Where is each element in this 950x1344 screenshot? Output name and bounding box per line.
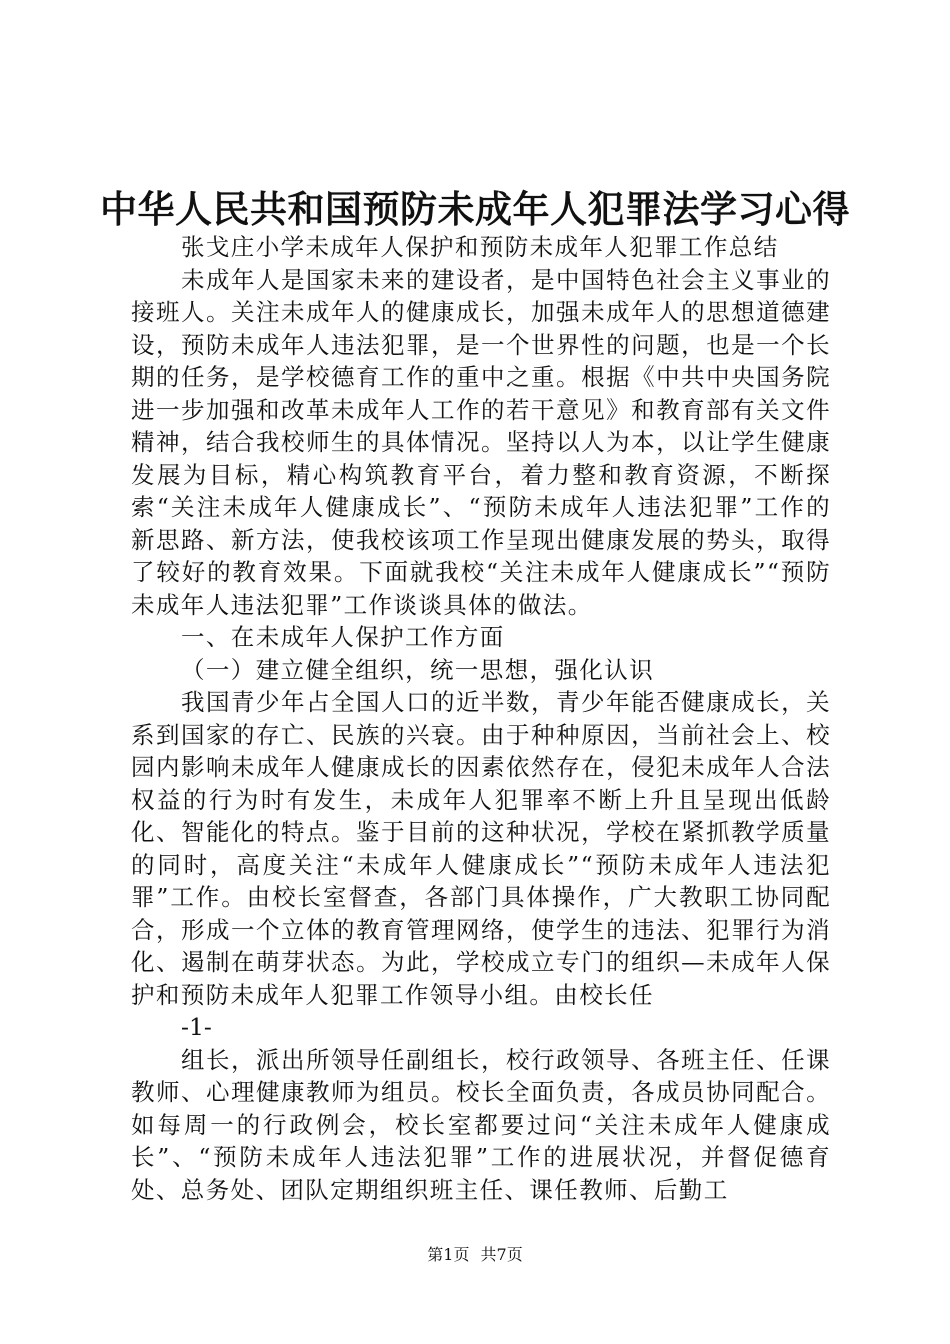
page-number-label: 第1页	[427, 1245, 470, 1264]
body-paragraph: 未成年人是国家未来的建设者，是中国特色社会主义事业的接班人。关注未成年人的健康成长，加强未成年人的思想道德建设，预防未成年人违法犯罪，是一个世界性的问题，也是一个长期的任务，是学校德育工作的重中之重。根据《中共中央国务院进一步加强和改革未成年人工作的若干意见》和教育部有关文件精神，结合我校师生的具体情况。坚持以人为本，以让学生健康发展为目标，精心构筑教育平台，着力整和教育资源，不断探索“关注未成年人健康成长”、“预防未成年人违法犯罪”工作的新思路、新方法，使我校该项工作呈现出健康发展的势头，取得了较好的教育效果。下面就我校“关注未成年人健康成长”“预防未成年人违法犯罪”工作谈谈具体的做法。	[131, 265, 831, 619]
body-paragraph: 组长，派出所领导任副组长，校行政领导、各班主任、任课教师、心理健康教师为组员。校长全面负责，各成员协同配合。如每周一的行政例会，校长室都要过问“关注未成年人健康成长”、“预防未成年人违法犯罪”工作的进展状况，并督促德育处、总务处、团队定期组织班主任、课任教师、后勤工	[131, 1045, 831, 1204]
document-body	[131, 231, 831, 1206]
inline-page-number: -1-	[181, 1013, 212, 1041]
page-footer	[0, 1245, 950, 1265]
body-paragraph: 我国青少年占全国人口的近半数，青少年能否健康成长，关系到国家的存亡、民族的兴衰。由于种种原因，当前社会上、校园内影响未成年人健康成长的因素依然存在，侵犯未成年人合法权益的行为时有发生，未成年人犯罪率不断上升且呈现出低龄化、智能化的特点。鉴于目前的这种状况，学校在紧抓教学质量的同时，高度关注“未成年人健康成长”“预防未成年人违法犯罪”工作。由校长室督查，各部门具体操作，广大教职工协同配合，形成一个立体的教育管理网络，使学生的违法、犯罪行为消化、遏制在萌芽状态。为此，学校成立专门的组织—未成年人保护和预防未成年人犯罪工作领导小组。由校长任	[131, 688, 831, 1009]
section-heading: 一、在未成年人保护工作方面	[181, 623, 505, 651]
subsection-heading: （一）建立健全组织，统一思想，强化认识	[181, 655, 655, 684]
subtitle-paragraph: 张戈庄小学未成年人保护和预防未成年人犯罪工作总结	[181, 233, 779, 261]
page-total-label: 共7页	[480, 1245, 523, 1264]
document-title: 中华人民共和国预防未成年人犯罪法学习心得	[100, 187, 850, 231]
